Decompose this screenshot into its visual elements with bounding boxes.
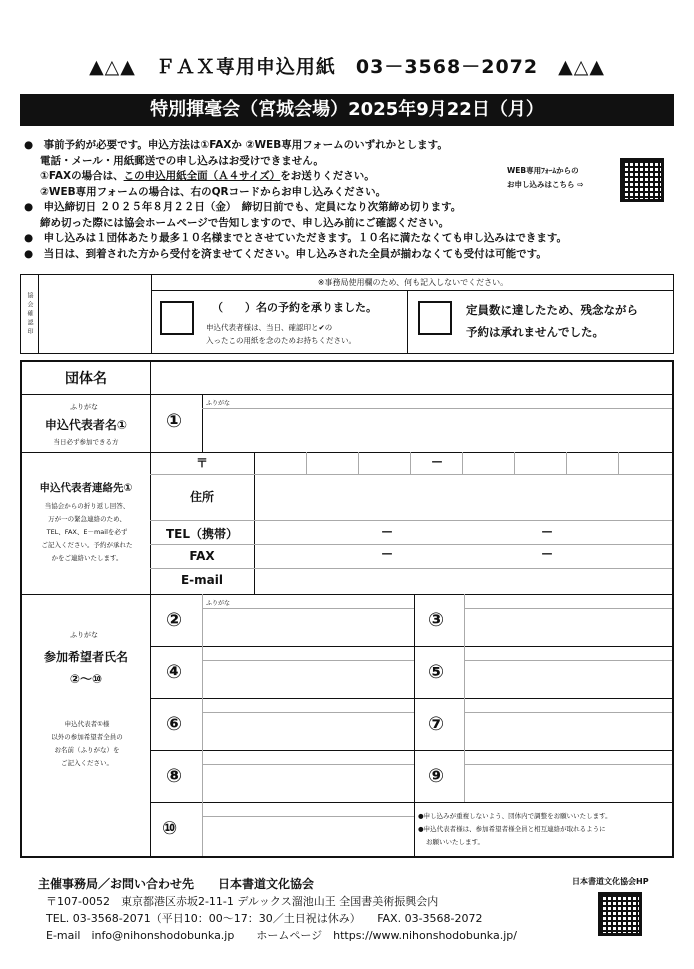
participants-furigana-label: ふりがな bbox=[70, 631, 98, 639]
group-name-label: 団体名 bbox=[65, 371, 107, 387]
participant-9-number: ⑨ bbox=[428, 765, 445, 787]
rep-name-note: 当日必ず参加できる方 bbox=[53, 438, 119, 446]
address-field[interactable] bbox=[256, 476, 672, 519]
rep-furigana-label: ふりがな bbox=[70, 403, 98, 411]
participants-range: ②～⑩ bbox=[69, 672, 103, 686]
homepage-qr-code[interactable] bbox=[598, 892, 642, 936]
participant-8-number: ⑧ bbox=[166, 765, 183, 787]
participants-note: 申込代表者①様 以外の参加希望者全員の お名前（ふりがな）を ご記入ください。 bbox=[51, 720, 123, 767]
web-qr-label: WEB専用ﾌｫｰﾑからの お申し込みはこちら ⇨ bbox=[507, 166, 584, 189]
tel-field[interactable] bbox=[256, 522, 672, 543]
participant-3-field[interactable] bbox=[466, 610, 670, 644]
application-form bbox=[20, 360, 674, 858]
postal-code-field[interactable] bbox=[256, 453, 672, 473]
participant-4-field[interactable] bbox=[204, 662, 412, 696]
hp-qr-label: 日本書道文化協会HP bbox=[572, 877, 649, 886]
contact-label: 申込代表者連絡先① bbox=[39, 482, 133, 494]
footer-phone: TEL. 03-3568-2071（平日10：00～17：30／土日祝は休み） FAX. 03-3568-2072 bbox=[46, 912, 483, 925]
note-reservation: ● 事前予約が必要です。申込方法は①FAXか ②WEB専用フォームのいずれかとします。 bbox=[24, 139, 448, 151]
note-deadline: ● 申込締切日 ２０２５年８月２２日（金） 締切日前でも、定員になり次第締め切ります。 bbox=[24, 201, 462, 213]
participant-6-number: ⑥ bbox=[166, 713, 183, 735]
fax-dash-1: — bbox=[381, 547, 393, 560]
contact-note: 当協会からの折り返し回答、 万が一の緊急連絡のため、 TEL、FAX、E－mailを必ず ご記入ください。予約が承れた かをご連絡いたします。 bbox=[41, 502, 133, 562]
note-max-people: ● 申し込みは１団体あたり最多１０名様までとさせていただきます。１０名に満たなくても申し込みはできます。 bbox=[24, 232, 567, 244]
note-no-phone: 電話・メール・用紙郵送での申し込みはお受けできません。 bbox=[40, 154, 324, 167]
participant-5-field[interactable] bbox=[466, 662, 670, 696]
form-title: ▲△▲ ＦＡＸ専用申込用紙 03－3568－2072 ▲△▲ bbox=[89, 56, 605, 78]
participant-10-number: ⑩ bbox=[162, 818, 178, 839]
accepted-text: （ ）名の予約を承りました。 bbox=[212, 301, 377, 314]
notes-section bbox=[24, 138, 684, 262]
footer-organizer: 主催事務局／お問い合わせ先 日本書道文化協会 bbox=[38, 877, 315, 891]
participant-7-field[interactable] bbox=[466, 714, 670, 748]
rep-number: ① bbox=[166, 410, 183, 432]
participant-8-field[interactable] bbox=[204, 766, 412, 800]
note-fax-method: ①FAXの場合は、この申込用紙全面（Ａ４サイズ）をお送りください。 bbox=[40, 170, 375, 182]
footer-contact bbox=[38, 876, 598, 944]
participant-7-number: ⑦ bbox=[428, 713, 445, 735]
full-text: 定員数に達したため、残念ながら 予約は承れませんでした。 bbox=[466, 303, 639, 339]
rep-name-label: 申込代表者名① bbox=[44, 418, 128, 432]
rep-name-field[interactable] bbox=[204, 410, 670, 450]
rep-furigana-small: ふりがな bbox=[206, 400, 231, 407]
participant-3-number: ③ bbox=[428, 609, 445, 631]
participant-4-number: ④ bbox=[166, 661, 183, 683]
tel-label: TEL（携帯） bbox=[165, 527, 239, 541]
accepted-checkbox bbox=[160, 301, 194, 335]
participant-2-field[interactable] bbox=[204, 610, 412, 644]
address-label: 住所 bbox=[189, 490, 214, 504]
group-name-field[interactable] bbox=[152, 364, 670, 393]
postal-dash: — bbox=[431, 455, 443, 468]
participant-furigana-small: ふりがな bbox=[206, 600, 231, 607]
web-form-qr-code[interactable] bbox=[620, 158, 664, 202]
participant-6-field[interactable] bbox=[204, 714, 412, 748]
note-deadline-detail: 締め切った際には協会ホームページで告知しますので、申し込み前にご確認ください。 bbox=[40, 216, 450, 229]
participants-label: 参加希望者氏名 bbox=[43, 650, 128, 664]
fax-label: FAX bbox=[189, 549, 215, 563]
fax-field[interactable] bbox=[256, 546, 672, 567]
accepted-note: 申込代表者様は、当日、確認印と✔の 入ったこの用紙を念のためお持ちください。 bbox=[206, 323, 356, 345]
participant-5-number: ⑤ bbox=[428, 661, 445, 683]
office-use-section bbox=[20, 274, 674, 354]
postal-label: 〒 bbox=[195, 456, 208, 470]
fax-dash-2: — bbox=[541, 547, 553, 560]
office-use-header: ※事務局使用欄のため、何も記入しないでください。 bbox=[152, 275, 674, 291]
participants-remarks: ●申し込みが重複しないよう、団体内で調整をお願いいたします。 ●申込代表者様は、参加希望者様全員と相互連絡が取れるように お願いいたします。 bbox=[418, 812, 612, 846]
email-label: E-mail bbox=[180, 573, 223, 587]
full-checkbox bbox=[418, 301, 452, 335]
note-reception: ● 当日は、到着された方から受付を済ませてください。申し込みされた全員が揃わなくても受付は可能です。 bbox=[24, 247, 547, 260]
tel-dash-1: — bbox=[381, 525, 393, 538]
tel-dash-2: — bbox=[541, 525, 553, 538]
participant-10-field[interactable] bbox=[204, 818, 412, 854]
email-field[interactable] bbox=[256, 570, 672, 593]
office-stamp-label: 協会確認印 bbox=[21, 275, 39, 353]
event-banner: 特別揮毫会（宮城会場）2025年9月22日（月） bbox=[20, 94, 674, 126]
note-web-method: ②WEB専用フォームの場合は、右のQRコードからお申し込みください。 bbox=[40, 185, 387, 198]
participant-2-number: ② bbox=[166, 609, 183, 631]
footer-email: E-mail info@nihonshodobunka.jp ホームページ https://www.nihonshodobunka.jp/ bbox=[46, 929, 517, 942]
participant-9-field[interactable] bbox=[466, 766, 670, 800]
footer-address: 〒107-0052 東京都港区赤坂2-11-1 デルックス溜池山王 全国書美術振興会内 bbox=[46, 895, 439, 908]
